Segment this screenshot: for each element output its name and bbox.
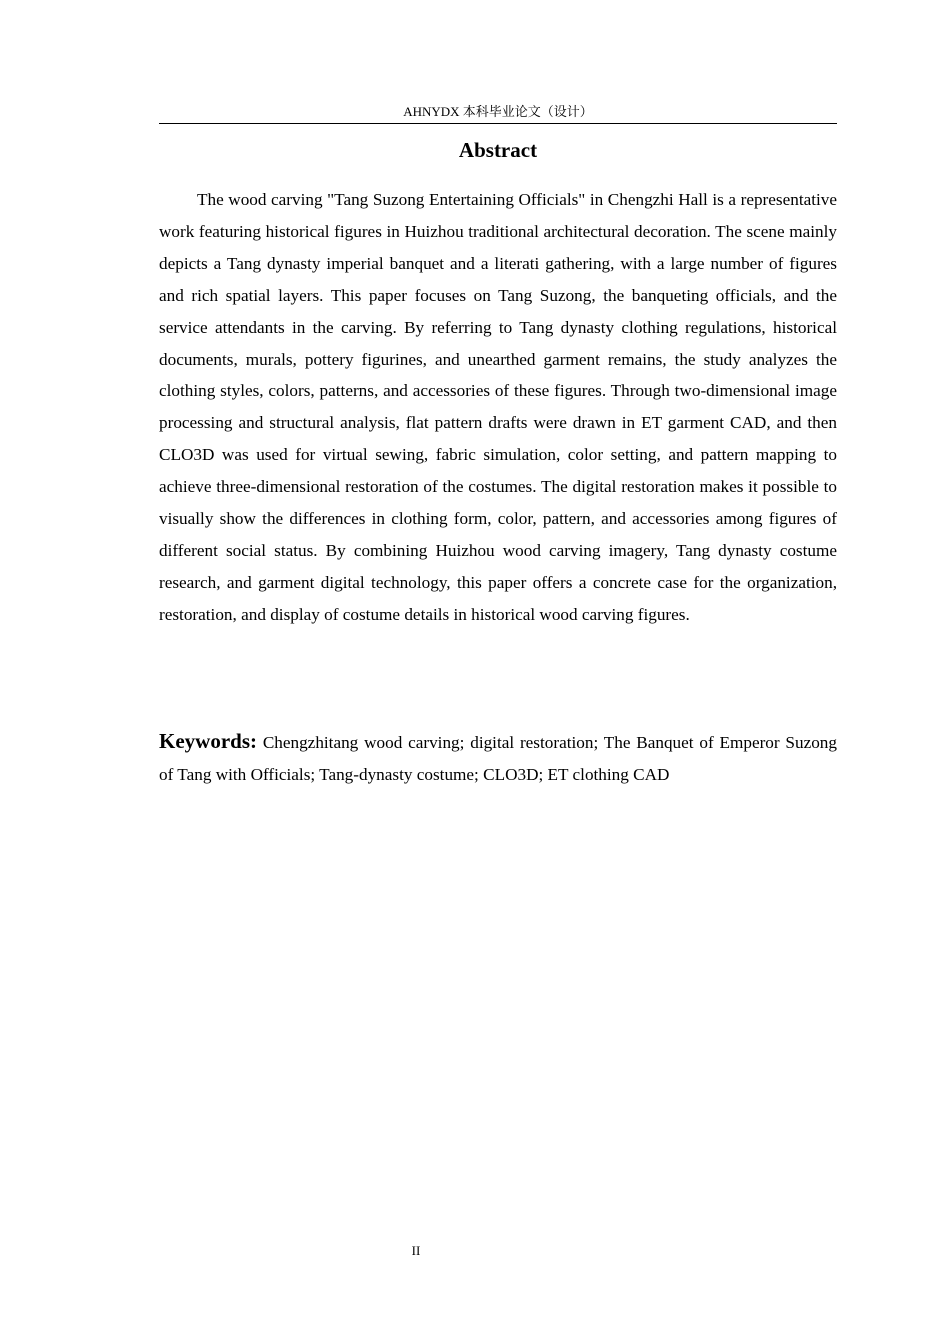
abstract-body: The wood carving "Tang Suzong Entertaining Officials" in Chengzhi Hall is a representative work featuring historical figures in Huizhou traditional architectural decoration. The scene mainly depicts a Tang dynasty imperial banquet and a literati gathering, with a large number of figures and rich spatial layers. This paper focuses on Tang Suzong, the banqueting officials, and the service attendants in the carving. By referring to Tang dynasty clothing regulations, historical documents, murals, pottery figurines, and unearthed garment remains, the study analyzes the clothing styles, colors, patterns, and accessories of these figures. Through two-dimensional image processing and structural analysis, flat pattern drafts were drawn in ET garment CAD, and then CLO3D was used for virtual sewing, fabric simulation, color setting, and pattern mapping to achieve three-dimensional restoration of the costumes. The digital restoration makes it possible to visually show the differences in clothing form, color, pattern, and accessories among figures of different social status. By combining Huizhou wood carving imagery, Tang dynasty costume research, and garment digital technology, this paper offers a concrete case for the organization, restoration, and display of costume details in historical wood carving figures. [159,190,837,624]
keywords-label: Keywords: [159,729,257,753]
abstract-title: Abstract [458,138,538,162]
page-number: II [411,1243,421,1258]
keywords-text: Chengzhitang wood carving; digital restoration; The Banquet of Emperor Suzong of Tang with Officials; Tang-dynasty costume; CLO3D; ET clothing CAD [159,733,837,784]
running-header: AHNYDX 本科毕业论文（设计） [159,103,837,124]
keywords-paragraph [159,726,837,791]
